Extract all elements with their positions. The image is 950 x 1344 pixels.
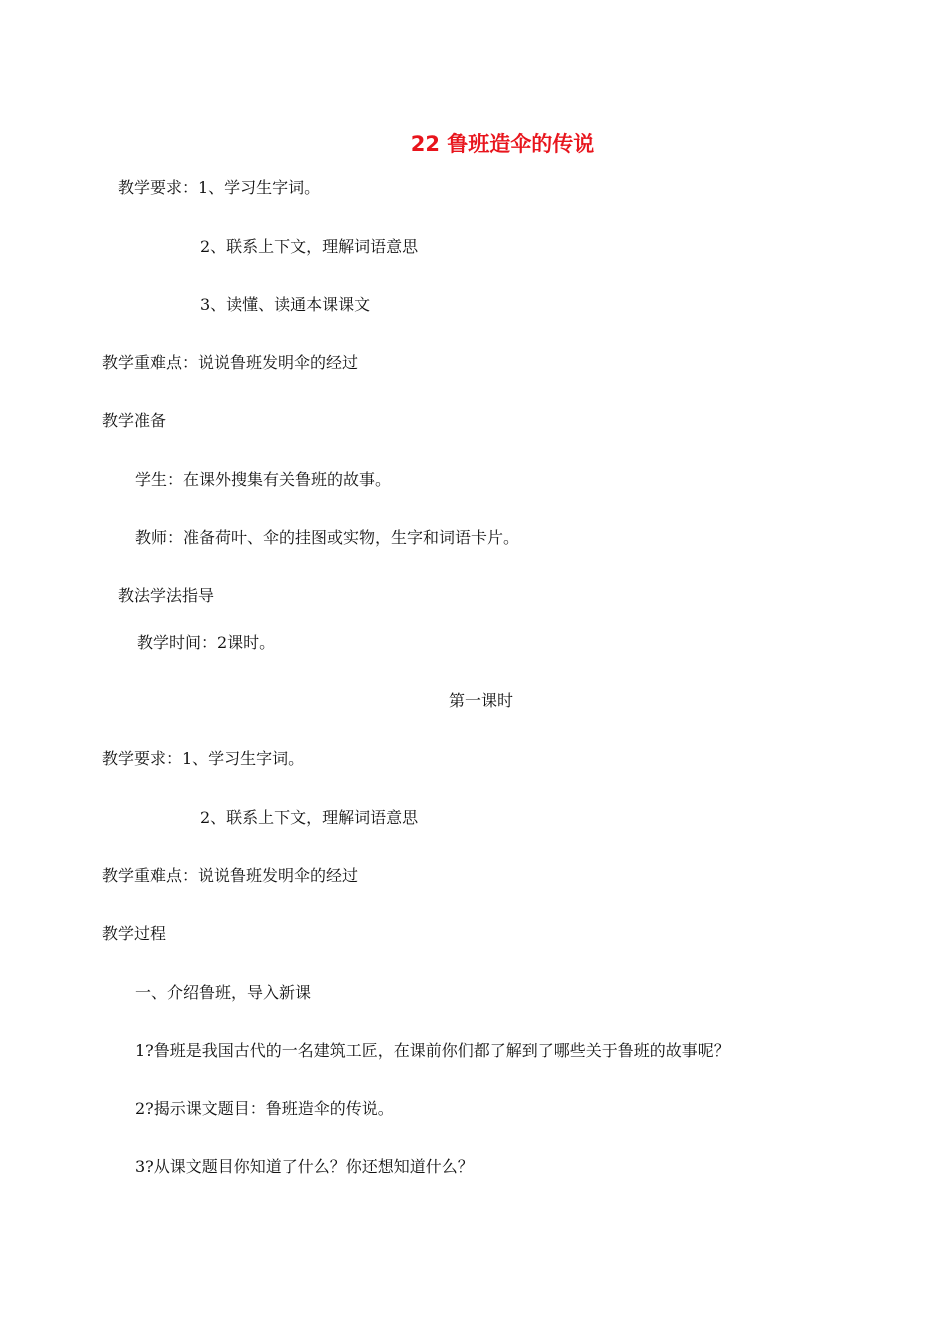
lesson-heading: 第一课时 [448,691,513,710]
process-item-1: 1?鲁班是我国古代的一名建筑工匠，在课前你们都了解到了哪些关于鲁班的故事呢？ [135,1041,730,1060]
process-item-3: 3?从课文题目你知道了什么？你还想知道什么？ [135,1157,474,1176]
teaching-time: 教学时间：2课时。 [137,633,276,652]
requirement-2: 2、联系上下文，理解词语意思 [200,237,419,256]
document-title: 22 鲁班造伞的传说 [410,132,595,156]
teaching-requirements: 教学要求：1、学习生字词。 [118,178,321,197]
key-points: 教学重难点：说说鲁班发明伞的经过 [102,353,359,372]
preparation-teacher: 教师：准备荷叶、伞的挂图或实物，生字和词语卡片。 [135,528,520,547]
process-step-1: 一、介绍鲁班，导入新课 [135,983,312,1002]
process-heading: 教学过程 [102,924,167,943]
method-heading: 教法学法指导 [118,586,215,605]
lesson-requirement-2: 2、联系上下文，理解词语意思 [200,808,419,827]
process-item-2: 2?揭示课文题目：鲁班造伞的传说。 [135,1099,394,1118]
preparation-student: 学生：在课外搜集有关鲁班的故事。 [135,470,392,489]
requirement-3: 3、读懂、读通本课课文 [200,295,371,314]
preparation-heading: 教学准备 [102,411,167,430]
lesson-key-points: 教学重难点：说说鲁班发明伞的经过 [102,866,359,885]
lesson-requirements: 教学要求：1、学习生字词。 [102,749,305,768]
